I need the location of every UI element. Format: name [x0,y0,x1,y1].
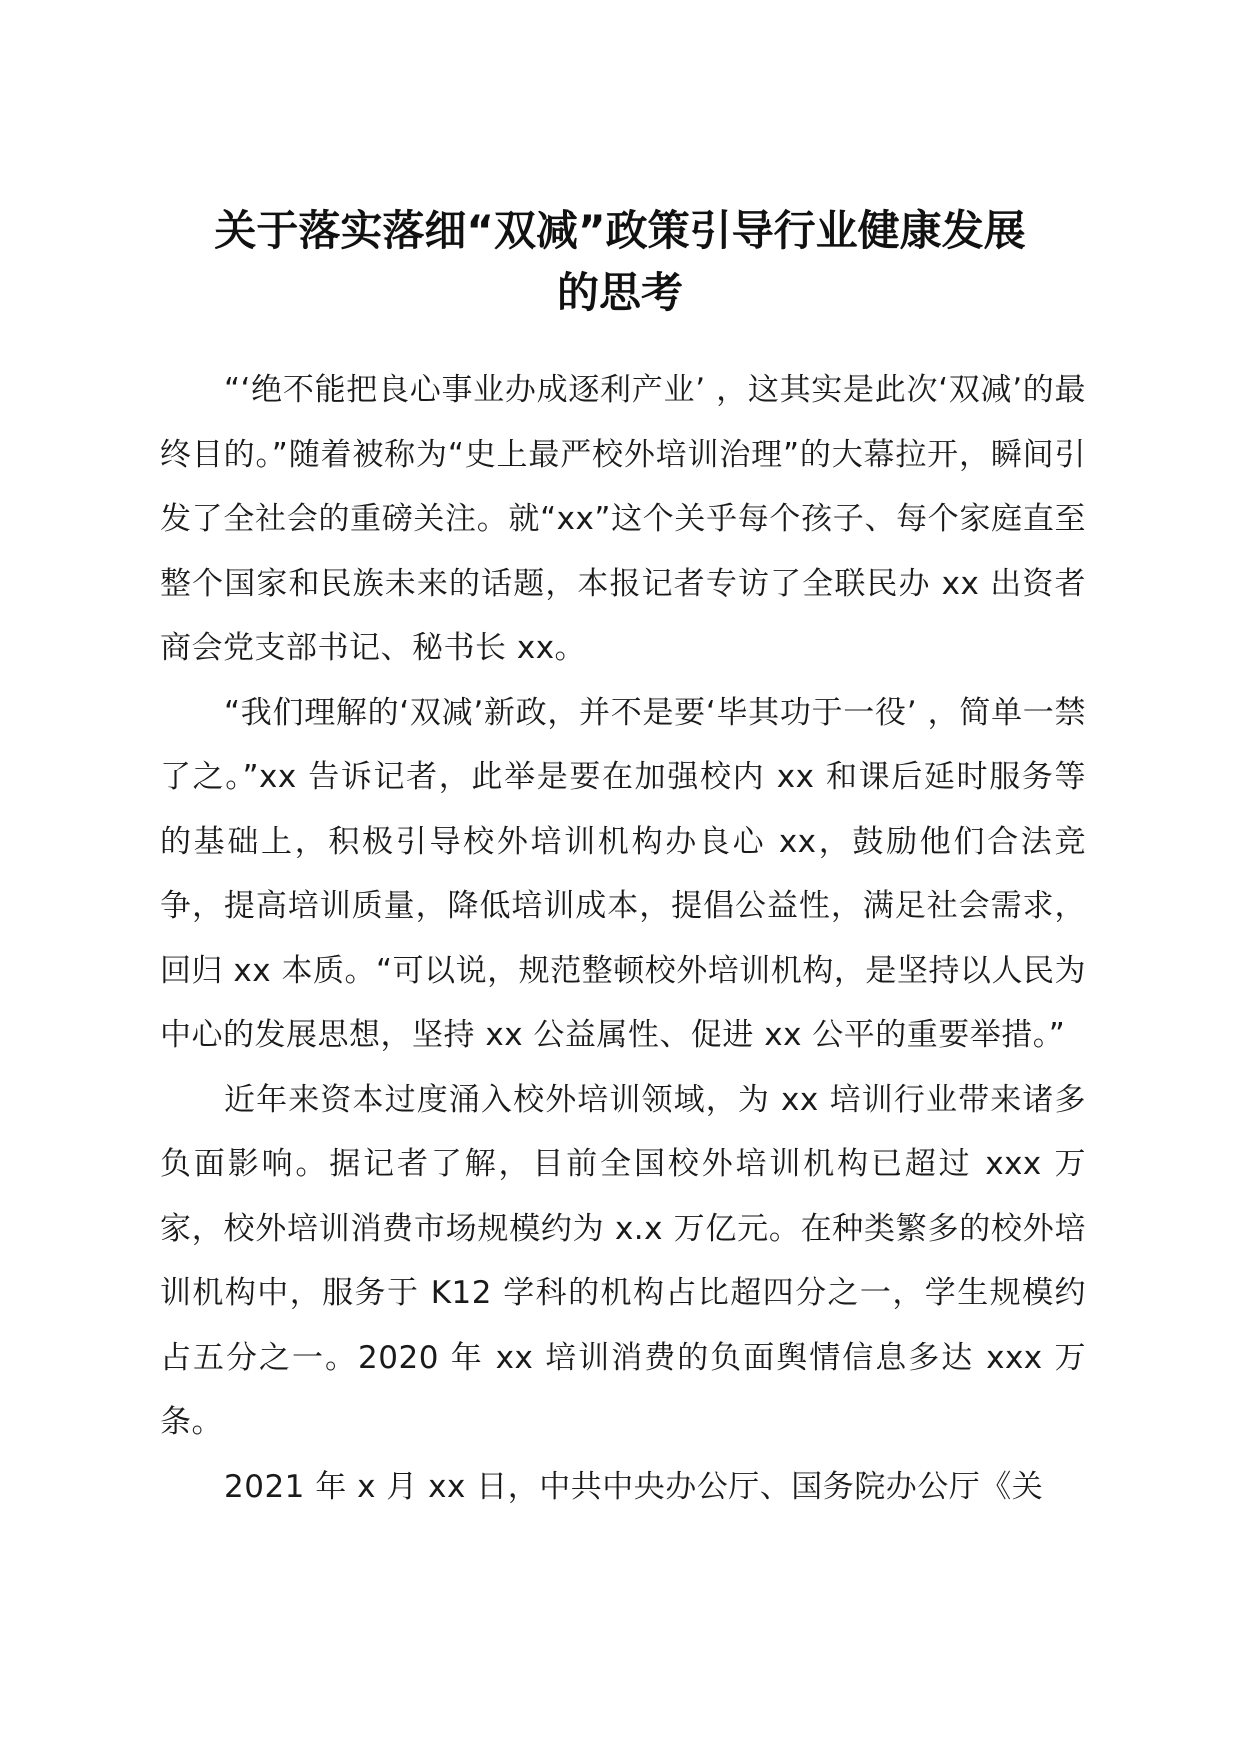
paragraph-4: 2021 年 x 月 xx 日，中共中央办公厅、国务院办公厅《关 [224,1468,1044,1505]
title-line-2: 的思考 [556,268,683,317]
paragraph-1: “‘绝不能把良心事业办成逐利产业’ ，这其实是此次‘双减’的最终目的。”随着被称为“史上最严校外培训治理”的大幕拉开，瞬间引发了全社会的重磅关注。就“xx”这个关乎每个孩子、每个家庭直至整个国家和民族未来的话题，本报记者专访了全联民办 xx 出资者商会党支部书记、秘书长 xx。 [160,372,1086,666]
paragraph-2: “我们理解的‘双减’新政，并不是要‘毕其功于一役’ ，简单一禁了之。”xx 告诉记者，此举是要在加强校内 xx 和课后延时服务等的基础上，积极引导校外培训机构办良心 xx，鼓励他们合法竞争，提高培训质量，降低培训成本，提倡公益性，满足社会需求，回归 xx 本质。“可以说，规范整顿校外培训机构，是坚持以人民为中心的发展思想，坚持 xx 公益属性、促进 xx 公平的重要举措。” [160,694,1086,1053]
title-line-1: 关于落实落细“双减”政策引导行业健康发展 [214,206,1026,255]
paragraph-3: 近年来资本过度涌入校外培训领域，为 xx 培训行业带来诸多负面影响。据记者了解，目前全国校外培训机构已超过 xxx 万家，校外培训消费市场规模约为 x.x 万亿元。在种类繁多的校外培训机构中，服务于 K12 学科的机构占比超四分之一，学生规模约占五分之一。2020 年 xx 培训消费的负面舆情信息多达 xxx 万条。 [160,1081,1086,1440]
document-title [140,200,1100,324]
document-body [160,358,1086,1519]
